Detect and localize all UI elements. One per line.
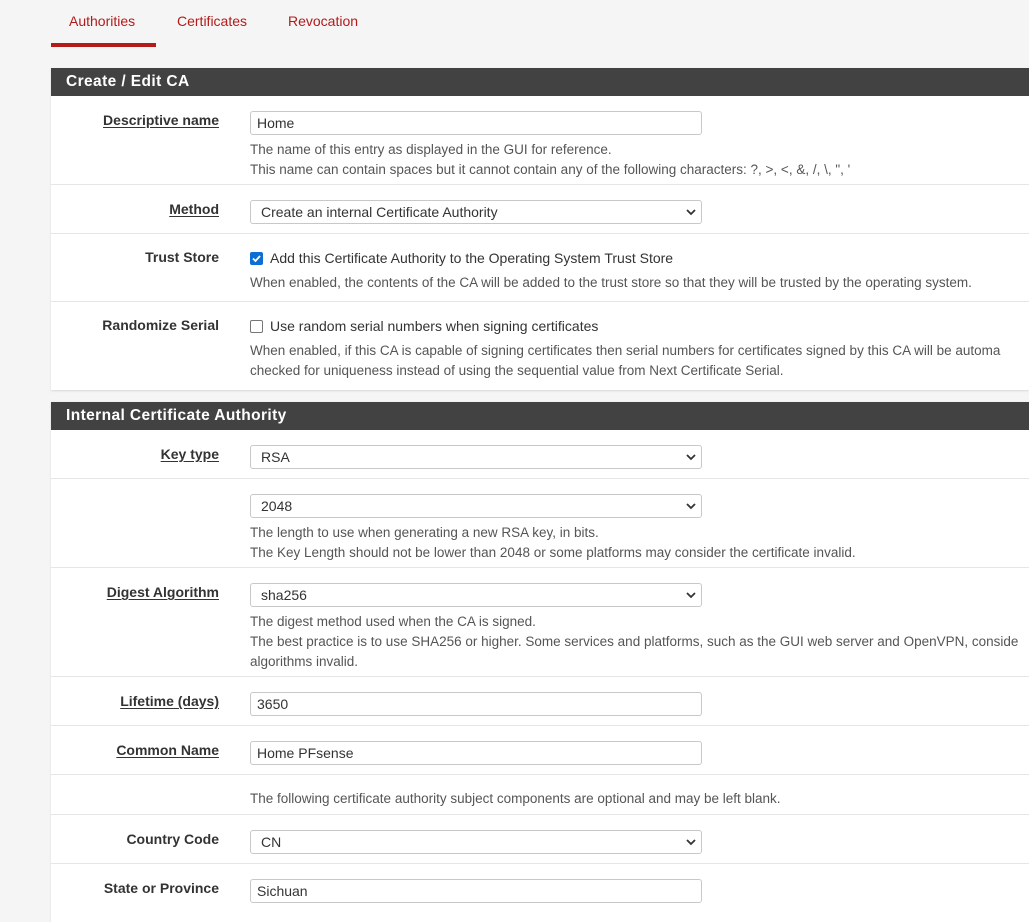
trust-store-help: When enabled, the contents of the CA will be added to the trust store so that they will be trusted by the operating system. (250, 275, 972, 290)
chevron-down-icon (685, 204, 697, 220)
chevron-down-icon (685, 449, 697, 465)
digest-select[interactable] (250, 583, 702, 607)
trust-store-checkbox-label[interactable]: Add this Certificate Authority to the Operating System Trust Store (270, 250, 674, 266)
trust-store-checkbox[interactable] (250, 252, 263, 265)
chevron-down-icon (685, 834, 697, 850)
state-input[interactable]: Sichuan (250, 879, 702, 903)
key-type-label: Key type (160, 446, 219, 462)
key-length-help-1: The length to use when generating a new RSA key, in bits. (250, 525, 599, 540)
country-row (51, 815, 1029, 864)
method-select-value: Create an internal Certificate Authority (261, 204, 498, 220)
digest-row (51, 568, 1029, 677)
key-type-select[interactable] (250, 445, 702, 469)
tab-authorities[interactable]: Authorities (51, 0, 156, 47)
common-name-row (51, 726, 1029, 775)
method-select[interactable] (250, 200, 702, 224)
randomize-serial-help-1: When enabled, if this CA is capable of signing certificates then serial numbers for certificates signed by this CA will be automa (250, 343, 1001, 358)
descriptive-name-help-1: The name of this entry as displayed in the GUI for reference. (250, 142, 612, 157)
lifetime-input[interactable]: 3650 (250, 692, 702, 716)
method-row (51, 185, 1029, 234)
key-length-row (51, 479, 1029, 568)
digest-select-value: sha256 (261, 587, 307, 603)
randomize-serial-checkbox[interactable] (250, 320, 263, 333)
digest-help-3: algorithms invalid. (250, 654, 359, 669)
descriptive-name-input[interactable]: Home (250, 111, 702, 135)
common-name-label: Common Name (116, 742, 219, 758)
optional-note: The following certificate authority subject components are optional and may be left blank. (250, 791, 781, 806)
key-length-select-value: 2048 (261, 498, 293, 514)
internal-ca-panel (51, 402, 1029, 922)
create-edit-ca-panel (51, 68, 1029, 390)
state-row (51, 864, 1029, 913)
country-select-value: CN (261, 834, 282, 850)
checkmark-icon (251, 253, 262, 264)
key-length-select[interactable] (250, 494, 702, 518)
descriptive-name-help-2: This name can contain spaces but it cannot contain any of the following characters: ?, >, <, &, /, \, ", ' (250, 162, 851, 177)
key-type-select-value: RSA (261, 449, 290, 465)
randomize-serial-row (51, 302, 1029, 390)
state-label: State or Province (103, 880, 219, 896)
panel-heading: Create / Edit CA (51, 68, 1029, 96)
digest-help-2: The best practice is to use SHA256 or higher. Some services and platforms, such as the GUI web server and OpenVPN, conside (250, 634, 1019, 649)
lifetime-row (51, 677, 1029, 726)
trust-store-label: Trust Store (145, 249, 219, 265)
tab-revocation[interactable]: Revocation (288, 13, 359, 29)
method-label: Method (169, 201, 219, 217)
randomize-serial-help-2: checked for uniqueness instead of using the sequential value from Next Certificate Serial. (250, 363, 784, 378)
common-name-input[interactable]: Home PFsense (250, 741, 702, 765)
digest-label: Digest Algorithm (106, 584, 219, 600)
country-select[interactable] (250, 830, 702, 854)
panel-heading: Internal Certificate Authority (51, 402, 1029, 430)
chevron-down-icon (685, 587, 697, 603)
chevron-down-icon (685, 498, 697, 514)
randomize-serial-checkbox-label[interactable]: Use random serial numbers when signing certificates (270, 318, 599, 334)
key-length-help-2: The Key Length should not be lower than 2048 or some platforms may consider the certificate invalid. (250, 545, 856, 560)
key-type-row (51, 430, 1029, 479)
randomize-serial-label: Randomize Serial (102, 317, 219, 333)
tab-bar (51, 0, 376, 47)
descriptive-name-label: Descriptive name (103, 112, 219, 128)
country-label: Country Code (126, 831, 219, 847)
trust-store-row (51, 234, 1029, 302)
digest-help-1: The digest method used when the CA is signed. (250, 614, 536, 629)
lifetime-label: Lifetime (days) (120, 693, 219, 709)
descriptive-name-row (51, 96, 1029, 185)
optional-note-row (51, 775, 1029, 815)
tab-certificates[interactable]: Certificates (177, 13, 248, 29)
